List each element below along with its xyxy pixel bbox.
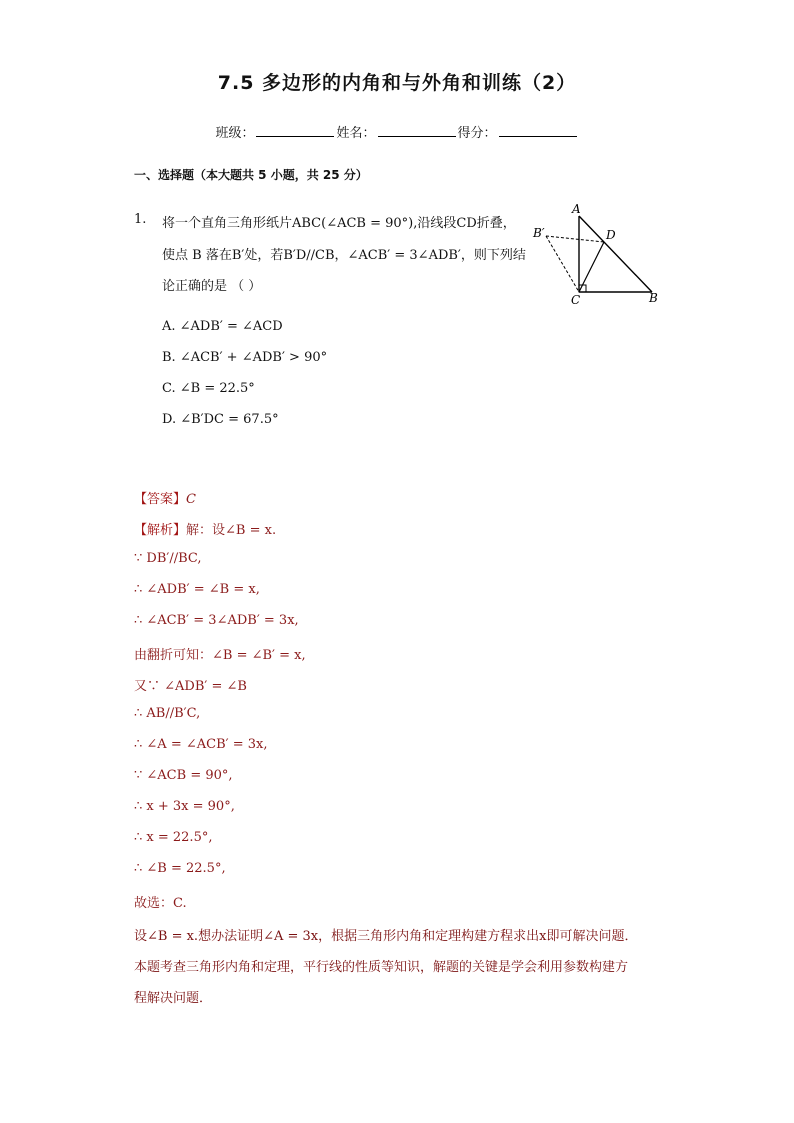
option-b: B. ∠ACB′ + ∠ADB′ > 90° bbox=[162, 350, 328, 365]
analysis-line: ∵ ∠ACB = 90°, bbox=[134, 768, 233, 783]
analysis-line: 又∵ ∠ADB′ = ∠B bbox=[134, 679, 247, 694]
label-b-prime: B′ bbox=[533, 226, 545, 240]
analysis-line: 由翻折可知：∠B = ∠B′ = x, bbox=[134, 648, 306, 663]
answer-label: 【答案】 bbox=[134, 492, 187, 507]
section-heading: 一、选择题（本大题共 5 小题，共 25 分） bbox=[134, 168, 368, 182]
label-a: A bbox=[572, 202, 581, 216]
answer-value: C bbox=[186, 492, 196, 507]
name-label: 姓名： bbox=[336, 126, 376, 141]
segment-bpd bbox=[546, 236, 604, 242]
analysis-line: ∴ AB//B′C, bbox=[134, 706, 201, 721]
analysis-line: ∵ DB′//BC, bbox=[134, 551, 202, 566]
analysis-line: ∴ ∠A = ∠ACB′ = 3x, bbox=[134, 737, 268, 752]
triangle-figure bbox=[528, 200, 678, 312]
analysis-line: ∴ ∠B = 22.5°, bbox=[134, 861, 226, 876]
analysis-first-line bbox=[134, 519, 276, 538]
analysis-label: 【解析】 bbox=[134, 523, 187, 538]
label-d: D bbox=[606, 228, 616, 242]
student-info-line bbox=[0, 122, 794, 141]
label-c: C bbox=[571, 293, 581, 307]
option-a: A. ∠ADB′ = ∠ACD bbox=[162, 319, 283, 334]
page-title: 7.5 多边形的内角和与外角和训练（2） bbox=[217, 72, 577, 94]
option-c: C. ∠B = 22.5° bbox=[162, 381, 255, 396]
question-line-3: 论正确的是 （ ） bbox=[162, 279, 262, 294]
name-blank bbox=[378, 124, 456, 137]
analysis-line: ∴ ∠ADB′ = ∠B = x, bbox=[134, 582, 260, 597]
question-number: 1. bbox=[134, 212, 147, 227]
analysis-line: ∴ x = 22.5°, bbox=[134, 830, 213, 845]
answer-line bbox=[134, 488, 196, 507]
analysis-line: 故选：C. bbox=[134, 896, 187, 911]
summary-line: 本题考查三角形内角和定理，平行线的性质等知识，解题的关键是学会利用参数构建方 bbox=[134, 960, 629, 975]
score-label: 得分： bbox=[457, 126, 497, 141]
summary-line: 程解决问题． bbox=[134, 991, 213, 1006]
analysis-line: ∴ ∠ACB′ = 3∠ADB′ = 3x, bbox=[134, 613, 299, 628]
question-line-2: 使点 B 落在B′处，若B′D//CB，∠ACB′ = 3∠ADB′，则下列结 bbox=[162, 248, 526, 263]
question-line-1: 将一个直角三角形纸片ABC(∠ACB = 90°),沿线段CD折叠， bbox=[162, 216, 516, 231]
analysis-line: ∴ x + 3x = 90°, bbox=[134, 799, 235, 814]
class-blank bbox=[256, 124, 334, 137]
summary-line: 设∠B = x.想办法证明∠A = 3x，根据三角形内角和定理构建方程求出x即可解决问题． bbox=[134, 929, 638, 944]
label-b: B bbox=[649, 291, 658, 305]
option-d: D. ∠B′DC = 67.5° bbox=[162, 412, 279, 427]
class-label: 班级： bbox=[215, 126, 255, 141]
segment-bpc bbox=[546, 236, 579, 292]
analysis-first: 解：设∠B = x. bbox=[186, 523, 277, 538]
score-blank bbox=[499, 124, 577, 137]
